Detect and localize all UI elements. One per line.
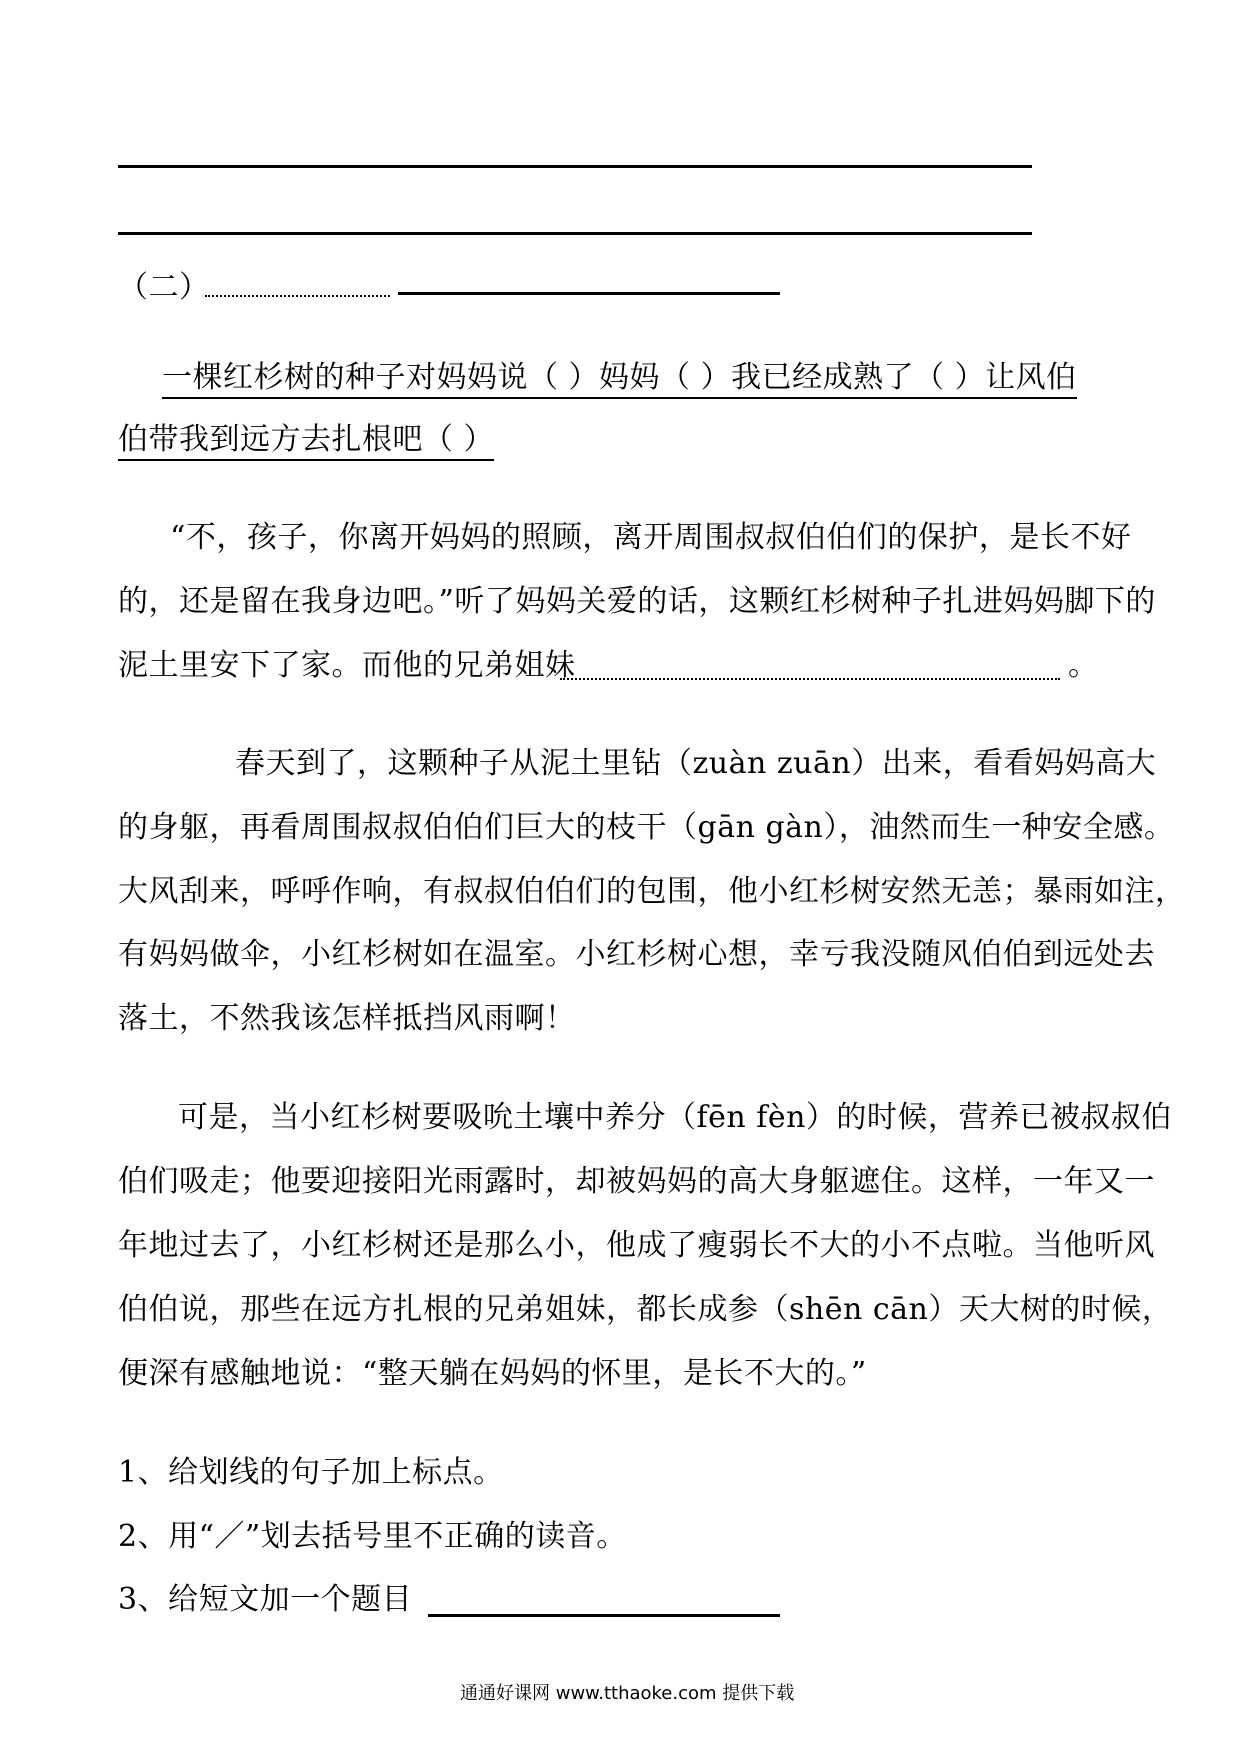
paragraph-2-line-3: 泥土里安下了家。而他的兄弟姐妹 (118, 648, 576, 683)
footer-source: 通通好课网 www.tthaoke.com 提供下载 (460, 1683, 795, 1704)
title-answer-blank (428, 1614, 780, 1617)
paragraph-3-line-5: 落土，不然我该怎样抵挡风雨啊！ (118, 1001, 576, 1036)
answer-line-2 (118, 232, 1032, 235)
paragraph-3-line-1: 春天到了，这颗种子从泥土里钻（zuàn zuān）出来，看看妈妈高大 (235, 746, 1157, 781)
paragraph-3-line-3: 大风刮来，呼呼作响，有叔叔伯伯们的包围，他小红杉树安然无恙；暴雨如注， (118, 874, 1186, 909)
paragraph-1-line-2 (118, 420, 494, 460)
paragraph-2-line-2: 的，还是留在我身边吧。”听了妈妈关爱的话，这颗红杉树种子扎进妈妈脚下的 (118, 584, 1156, 619)
paragraph-4-line-5: 便深有感触地说：“整天躺在妈妈的怀里，是长不大的。” (118, 1356, 867, 1391)
section-title-blank (398, 292, 780, 295)
answer-line-1 (118, 165, 1032, 168)
paragraph-4-line-2: 伯们吸走；他要迎接阳光雨露时，却被妈妈的高大身躯遮住。这样，一年又一 (118, 1164, 1155, 1199)
fill-in-blank-siblings (560, 678, 1060, 680)
paragraph-1-line-1 (162, 358, 1077, 398)
question-2: 2、用“／”划去括号里不正确的读音。 (118, 1519, 627, 1554)
paragraph-4-line-3: 年地过去了，小红杉树还是那么小，他成了瘦弱长不大的小不点啦。当他听风 (118, 1228, 1155, 1263)
paragraph-3-line-2: 的身躯，再看周围叔叔伯伯们巨大的枝干（gān gàn），油然而生一种安全感。 (118, 810, 1175, 845)
paragraph-2-line-3-end: 。 (1068, 648, 1099, 683)
question-1: 1、给划线的句子加上标点。 (118, 1455, 504, 1490)
section-title-dotted-line (205, 295, 390, 297)
paragraph-4-line-4: 伯伯说，那些在远方扎根的兄弟姐妹，都长成参（shēn cān）天大树的时候， (118, 1292, 1173, 1327)
paragraph-3-line-4: 有妈妈做伞，小红杉树如在温室。小红杉树心想，幸亏我没随风伯伯到远处去 (118, 937, 1155, 972)
underlined-sentence-part-1: 一棵红杉树的种子对妈妈说（ ）妈妈（ ）我已经成熟了（ ）让风伯 (162, 360, 1077, 399)
paragraph-4-line-1: 可是，当小红杉树要吸吮土壤中养分（fēn fèn）的时候，营养已被叔叔伯 (178, 1100, 1172, 1135)
question-3: 3、给短文加一个题目 (118, 1582, 413, 1617)
underlined-sentence-part-2: 伯带我到远方去扎根吧（ ） (118, 422, 494, 461)
paragraph-2-line-1: “不，孩子，你离开妈妈的照顾，离开周围叔叔伯伯们的保护，是长不好 (170, 520, 1132, 555)
section-label: （二） (118, 270, 210, 305)
